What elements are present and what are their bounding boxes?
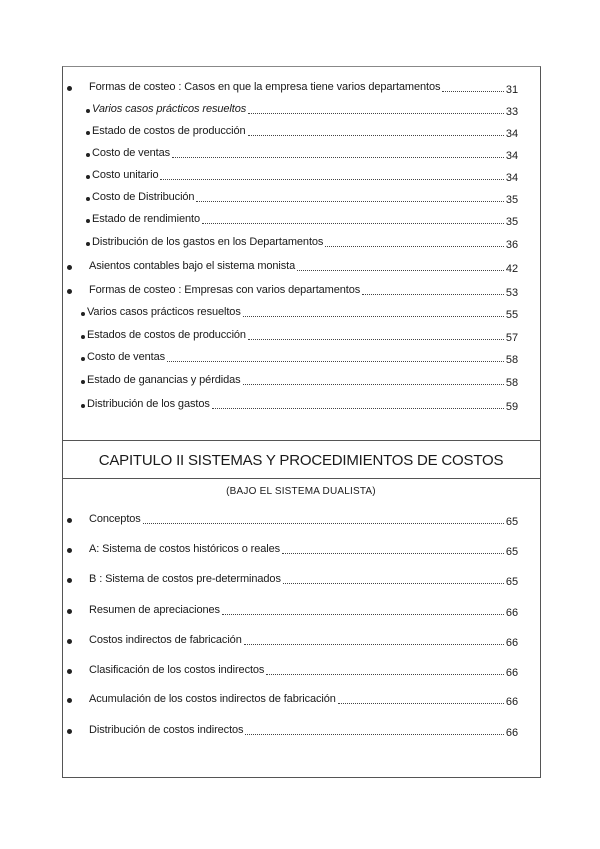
bullet-icon: [81, 335, 85, 339]
toc-entry: [62, 100, 540, 120]
toc-entry-label: Costo de ventas: [92, 147, 170, 159]
chapter-divider-top: [62, 440, 540, 441]
leader-dots: [160, 179, 504, 180]
toc-entry-line: [87, 398, 504, 411]
toc-entry-page: 65: [505, 516, 519, 528]
toc-entry-page: 58: [505, 377, 519, 389]
leader-dots: [143, 523, 504, 524]
toc-entry-line: [89, 543, 504, 556]
toc-entry: [62, 510, 540, 530]
toc-entry: [62, 631, 540, 651]
toc-entry-line: [92, 191, 504, 204]
toc-entry: [62, 166, 540, 186]
chapter-divider-bottom: [62, 478, 540, 479]
toc-entry-line: [89, 573, 504, 586]
toc-entry: [62, 233, 540, 253]
toc-entry-line: [92, 213, 504, 226]
toc-entry: [62, 257, 540, 277]
leader-dots: [338, 703, 504, 704]
toc-entry-label: Distribución de los gastos en los Departamentos: [92, 236, 324, 248]
toc-entry-label: Varios casos prácticos resueltos: [92, 103, 247, 115]
toc-entry-page: 66: [505, 667, 519, 679]
toc-entry-page: 57: [505, 332, 519, 344]
leader-dots: [442, 91, 504, 92]
bullet-icon: [81, 357, 85, 361]
toc-entry-page: 59: [505, 401, 519, 413]
toc-entry-page: 34: [505, 128, 519, 140]
leader-dots: [266, 674, 504, 675]
bullet-icon: [86, 109, 90, 113]
bullet-icon: [67, 669, 72, 674]
toc-entry-page: 31: [505, 84, 519, 96]
leader-dots: [283, 583, 504, 584]
toc-entry-label: Varios casos prácticos resueltos: [87, 306, 241, 318]
toc-entry: [62, 188, 540, 208]
bullet-icon: [67, 609, 72, 614]
bullet-icon: [81, 380, 85, 384]
toc-entry-line: [89, 513, 504, 526]
bullet-icon: [86, 153, 90, 157]
bullet-icon: [67, 265, 72, 270]
toc-entry-line: [89, 693, 504, 706]
bullet-icon: [67, 578, 72, 583]
leader-dots: [282, 553, 504, 554]
leader-dots: [248, 135, 504, 136]
bullet-icon: [67, 289, 72, 294]
bullet-icon: [81, 404, 85, 408]
bullet-icon: [67, 698, 72, 703]
toc-entry: [62, 210, 540, 230]
leader-dots: [244, 644, 504, 645]
toc-entry: [62, 395, 540, 415]
toc-entry: [62, 303, 540, 323]
toc-entry: [62, 601, 540, 621]
bullet-icon: [67, 518, 72, 523]
toc-entry-label: Formas de costeo : Casos en que la empresa tiene varios departamentos: [89, 81, 441, 93]
leader-dots: [248, 339, 504, 340]
toc-entry-label: Estado de rendimiento: [92, 213, 200, 225]
toc-entry-label: Resumen de apreciaciones: [89, 604, 220, 616]
toc-entry-page: 35: [505, 216, 519, 228]
toc-entry-line: [89, 260, 504, 273]
toc-entry-page: 66: [505, 696, 519, 708]
leader-dots: [297, 270, 504, 271]
leader-dots: [196, 201, 504, 202]
toc-entry-label: Clasificación de los costos indirectos: [89, 664, 265, 676]
toc-entry-label: Distribución de costos indirectos: [89, 724, 244, 736]
toc-entry-line: [92, 236, 504, 249]
toc-entry-label: Asientos contables bajo el sistema monista: [89, 260, 296, 272]
toc-entry-page: 42: [505, 263, 519, 275]
toc-entry-page: 34: [505, 150, 519, 162]
toc-entry: [62, 371, 540, 391]
toc-entry-page: 36: [505, 239, 519, 251]
toc-entry-page: 58: [505, 354, 519, 366]
chapter-title: CAPITULO II SISTEMAS Y PROCEDIMIENTOS DE COSTOS: [98, 452, 504, 469]
leader-dots: [243, 316, 504, 317]
toc-entry-label: Conceptos: [89, 513, 141, 525]
toc-entry-page: 53: [505, 287, 519, 299]
toc-entry: [62, 122, 540, 142]
toc-entry-label: Acumulación de los costos indirectos de fabricación: [89, 693, 336, 705]
toc-entry-line: [92, 169, 504, 182]
leader-dots: [243, 384, 504, 385]
toc-entry-line: [92, 125, 504, 138]
leader-dots: [172, 157, 504, 158]
bullet-icon: [67, 639, 72, 644]
toc-entry-line: [87, 351, 504, 364]
toc-entry-label: Formas de costeo : Empresas con varios departamentos: [89, 284, 361, 296]
leader-dots: [212, 408, 504, 409]
bullet-icon: [86, 175, 90, 179]
leader-dots: [222, 614, 504, 615]
toc-entry-line: [89, 724, 504, 737]
toc-entry-label: Estado de ganancias y pérdidas: [87, 374, 241, 386]
toc-entry: [62, 570, 540, 590]
toc-entry: [62, 281, 540, 301]
toc-entry: [62, 540, 540, 560]
toc-entry-label: Costo de Distribución: [92, 191, 195, 203]
toc-entry-label: B : Sistema de costos pre-determinados: [89, 573, 281, 585]
toc-entry-page: 66: [505, 607, 519, 619]
toc-entry-label: Costos indirectos de fabricación: [89, 634, 242, 646]
toc-entry-line: [89, 634, 504, 647]
chapter-subtitle: (BAJO EL SISTEMA DUALISTA): [226, 486, 376, 497]
toc-entry-line: [89, 664, 504, 677]
toc-entry-line: [89, 604, 504, 617]
bullet-icon: [86, 131, 90, 135]
toc-entry-line: [87, 329, 504, 342]
toc-entry-page: 34: [505, 172, 519, 184]
toc-entry-label: Distribución de los gastos: [87, 398, 210, 410]
leader-dots: [325, 246, 504, 247]
bullet-icon: [86, 219, 90, 223]
toc-entry-line: [89, 81, 504, 94]
toc-entry-line: [89, 284, 504, 297]
bullet-icon: [67, 86, 72, 91]
toc-entry: [62, 690, 540, 710]
toc-entry-page: 33: [505, 106, 519, 118]
toc-entry: [62, 144, 540, 164]
bullet-icon: [81, 312, 85, 316]
toc-entry-line: [92, 147, 504, 160]
toc-entry-label: Estado de costos de producción: [92, 125, 246, 137]
toc-entry-label: Costo unitario: [92, 169, 159, 181]
bullet-icon: [67, 548, 72, 553]
toc-entry-line: [92, 103, 504, 116]
leader-dots: [167, 361, 504, 362]
toc-entry-page: 66: [505, 637, 519, 649]
toc-entry: [62, 78, 540, 98]
toc-entry: [62, 326, 540, 346]
toc-entry-page: 55: [505, 309, 519, 321]
bullet-icon: [67, 729, 72, 734]
toc-entry-label: Estados de costos de producción: [87, 329, 246, 341]
leader-dots: [362, 294, 504, 295]
leader-dots: [202, 223, 504, 224]
toc-entry-label: Costo de ventas: [87, 351, 165, 363]
toc-entry: [62, 661, 540, 681]
toc-entry: [62, 348, 540, 368]
toc-entry: [62, 721, 540, 741]
leader-dots: [248, 113, 504, 114]
toc-entry-page: 35: [505, 194, 519, 206]
toc-entry-line: [87, 306, 504, 319]
bullet-icon: [86, 197, 90, 201]
toc-entry-label: A: Sistema de costos históricos o reales: [89, 543, 281, 555]
toc-entry-page: 65: [505, 546, 519, 558]
toc-entry-page: 66: [505, 727, 519, 739]
leader-dots: [245, 734, 504, 735]
bullet-icon: [86, 242, 90, 246]
toc-entry-line: [87, 374, 504, 387]
toc-entry-page: 65: [505, 576, 519, 588]
